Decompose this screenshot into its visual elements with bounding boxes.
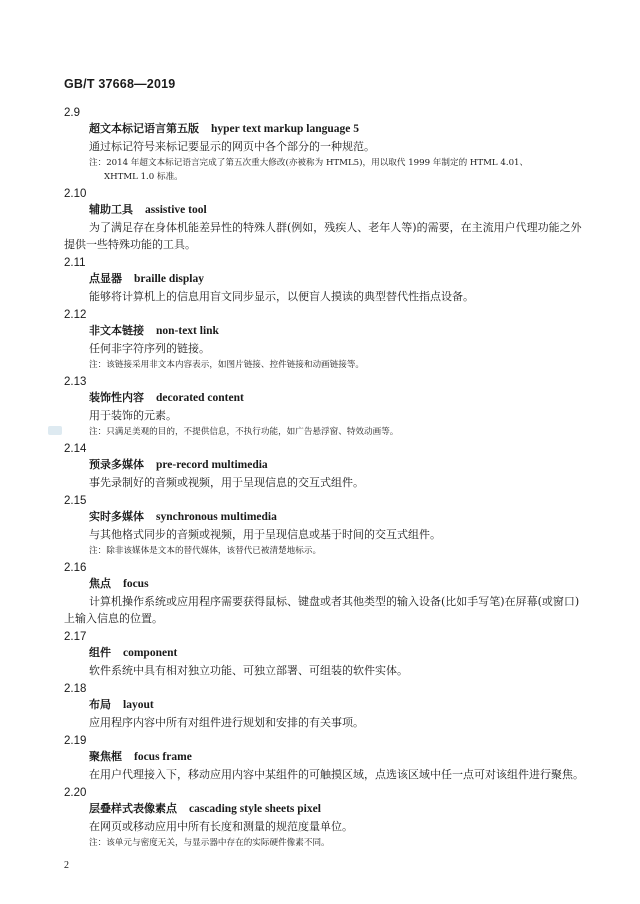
term-definition: 用于装饰的元素。 — [89, 409, 177, 422]
term-definition: 与其他格式同步的音频或视频，用于呈现信息或基于时间的交互式组件。 — [89, 528, 441, 541]
term-entry — [64, 681, 584, 731]
term-note — [64, 544, 584, 558]
term-title — [64, 121, 584, 137]
term-number: 2.17 — [64, 631, 87, 643]
term-title — [64, 509, 584, 525]
term-title-en: component — [123, 647, 178, 659]
term-note — [64, 156, 584, 184]
term-note-text: 注：只满足美观的目的，不提供信息，不执行功能，如广告悬浮窗、特效动画等。 — [89, 427, 399, 437]
term-title-cn: 装饰性内容 — [89, 391, 144, 404]
term-note-text: 注：该链接采用非文本内容表示，如图片链接、控件链接和动画链接等。 — [89, 360, 365, 370]
term-entry — [64, 374, 584, 439]
term-definition: 软件系统中具有相对独立功能、可独立部署、可组装的软件实体。 — [89, 664, 408, 677]
term-note — [64, 836, 584, 850]
term-definition: 在用户代理接入下，移动应用内容中某组件的可触摸区域，点选该区域中任一点可对该组件进行聚焦。 — [89, 768, 584, 781]
term-title-en: decorated content — [156, 392, 244, 404]
watermark-stamp — [48, 426, 62, 435]
term-title — [64, 645, 584, 661]
term-title-en: cascading style sheets pixel — [189, 803, 321, 815]
term-definition: 任何非字符序列的链接。 — [89, 342, 210, 355]
term-title-en: focus frame — [134, 751, 192, 763]
term-title-cn: 实时多媒体 — [89, 510, 144, 523]
term-entry — [64, 493, 584, 558]
term-title — [64, 749, 584, 765]
term-title-cn: 预录多媒体 — [89, 458, 144, 471]
term-note-text: 注：2014 年超文本标记语言完成了第五次重大修改(亦被称为 HTML5)，用以取代 1999 年制定的 HTML 4.01、 — [89, 158, 529, 168]
term-definition: 事先录制好的音频或视频，用于呈现信息的交互式组件。 — [89, 476, 364, 489]
term-note — [64, 358, 584, 372]
term-definition: 在网页或移动应用中所有长度和测量的规范度量单位。 — [89, 820, 353, 833]
term-definition: 通过标记符号来标记要显示的网页中各个部分的一种规范。 — [89, 140, 375, 153]
term-note-text: 注：除非该媒体是文本的替代媒体，该替代已被清楚地标示。 — [89, 546, 322, 556]
term-title-en: synchronous multimedia — [156, 511, 277, 523]
term-number: 2.9 — [64, 107, 80, 119]
term-title-en: non-text link — [156, 325, 219, 337]
term-number: 2.15 — [64, 495, 87, 507]
term-title-en: pre-record multimedia — [156, 459, 268, 471]
term-entry — [64, 785, 584, 850]
term-note-continuation: XHTML 1.0 标准。 — [104, 172, 183, 182]
term-number: 2.18 — [64, 683, 87, 695]
term-title-cn: 超文本标记语言第五版 — [89, 122, 199, 135]
terms-list — [64, 103, 584, 850]
term-definition: 计算机操作系统或应用程序需要获得鼠标、键盘或者其他类型的输入设备(比如手写笔)在屏幕(或窗口)上输入信息的位置。 — [64, 595, 580, 625]
standard-header: GB/T 37668—2019 — [64, 77, 176, 91]
term-note-text: 注：该单元与密度无关，与显示器中存在的实际硬件像素不同。 — [89, 838, 330, 848]
term-note — [64, 425, 584, 439]
term-number: 2.20 — [64, 787, 87, 799]
term-entry — [64, 441, 584, 491]
term-title-cn: 层叠样式表像素点 — [89, 802, 177, 815]
term-entry — [64, 105, 584, 184]
term-title — [64, 390, 584, 406]
term-title — [64, 576, 584, 592]
term-number: 2.11 — [64, 257, 86, 269]
term-definition: 应用程序内容中所有对组件进行规划和安排的有关事项。 — [89, 716, 364, 729]
term-number: 2.10 — [64, 188, 87, 200]
term-entry — [64, 560, 584, 627]
term-entry — [64, 186, 584, 253]
term-entry — [64, 629, 584, 679]
term-title — [64, 801, 584, 817]
term-title-en: focus — [123, 578, 149, 590]
term-title-cn: 辅助工具 — [89, 203, 133, 216]
term-definition: 为了满足存在身体机能差异性的特殊人群(例如，残疾人、老年人等)的需要，在主流用户代理功能之外提供一些特殊功能的工具。 — [64, 221, 582, 251]
term-number: 2.14 — [64, 443, 87, 455]
term-entry — [64, 255, 584, 305]
term-number: 2.16 — [64, 562, 87, 574]
term-number: 2.19 — [64, 735, 87, 747]
term-title — [64, 457, 584, 473]
term-title — [64, 202, 584, 218]
page-number: 2 — [64, 860, 69, 871]
term-title-cn: 组件 — [89, 646, 111, 659]
term-title-en: hyper text markup language 5 — [211, 123, 360, 135]
term-number: 2.13 — [64, 376, 87, 388]
term-entry — [64, 733, 584, 783]
term-title-en: braille display — [134, 273, 204, 285]
term-title-cn: 点显器 — [89, 272, 122, 285]
term-definition: 能够将计算机上的信息用盲文同步显示，以便盲人摸读的典型替代性指点设备。 — [89, 290, 474, 303]
term-entry — [64, 307, 584, 372]
term-title-en: layout — [123, 699, 154, 711]
term-title-cn: 焦点 — [89, 577, 111, 590]
term-number: 2.12 — [64, 309, 87, 321]
term-title-en: assistive tool — [145, 204, 207, 216]
term-title-cn: 聚焦框 — [89, 750, 122, 763]
term-title — [64, 271, 584, 287]
term-title — [64, 697, 584, 713]
term-title-cn: 布局 — [89, 698, 111, 711]
term-title — [64, 323, 584, 339]
term-title-cn: 非文本链接 — [89, 324, 144, 337]
